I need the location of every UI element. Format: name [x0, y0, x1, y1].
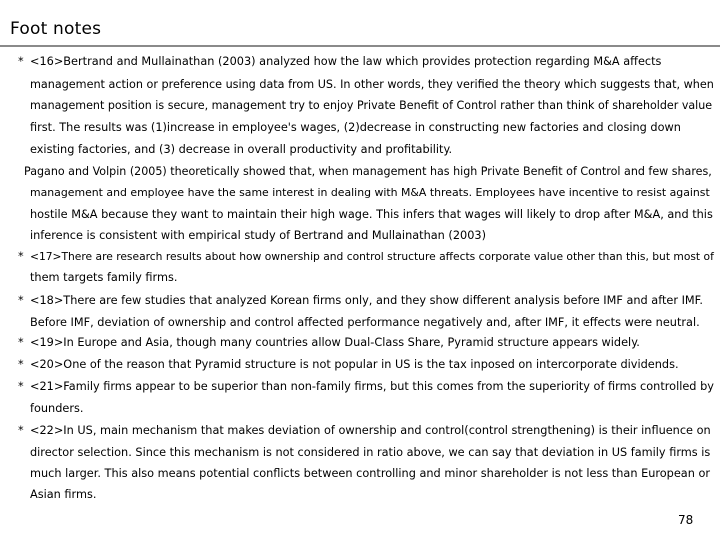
footnote-text: inference is consistent with empirical study of Bertrand and Mullainathan (2003) [30, 229, 486, 242]
footnote-text: <16>Bertrand and Mullainathan (2003) analyzed how the law which provides protection regarding M&A affects [30, 55, 662, 68]
footnote-text: first. The results was (1)increase in employee's wages, (2)decrease in constructing new factories and closing down [30, 121, 681, 134]
footnote-text: much larger. This also means potential conflicts between controlling and minor shareholder is not less than European or [30, 467, 711, 480]
bullet-marker: * [18, 55, 24, 68]
footnote-text: hostile M&A because they want to maintain their high wage. This infers that wages will likely to drop after M&A, and this [30, 208, 713, 221]
bullet-marker: * [18, 294, 24, 307]
footnote-text: them targets family firms. [30, 271, 178, 284]
footnote-text: Pagano and Volpin (2005) theoretically showed that, when management has high Private Benefit of Control and few shares, [24, 165, 712, 178]
bullet-marker: * [18, 358, 24, 371]
footnote-text: <20>One of the reason that Pyramid structure is not popular in US is the tax inposed on intercorporate dividends. [30, 358, 679, 371]
footnote-text: Before IMF, deviation of ownership and control affected performance negatively and, after IMF, it effects were neutral. [30, 316, 700, 329]
footnote-text: Asian firms. [30, 488, 97, 501]
footnote-text: <21>Family firms appear to be superior than non-family firms, but this comes from the superiority of firms controlled by [30, 380, 714, 393]
page-number: 78 [678, 513, 694, 527]
footnote-text: <18>There are few studies that analyzed Korean firms only, and they show different analysis before IMF and after IMF. [30, 294, 703, 307]
bullet-marker: * [18, 250, 24, 263]
footnote-text: management action or preference using data from US. In other words, they verified the theory which suggests that, when [30, 78, 714, 91]
footnote-text: management and employee have the same interest in dealing with M&A threats. Employees have incentive to resist against [30, 186, 710, 199]
page-title: Foot notes [10, 19, 102, 39]
footnote-text: <17>There are research results about how ownership and control structure affects corporate value other than this, but most of [30, 250, 714, 263]
footnote-text: management position is secure, management try to enjoy Private Benefit of Control rather than think of shareholder value [30, 99, 713, 112]
title-divider [0, 45, 720, 47]
footnote-text: director selection. Since this mechanism is not considered in ratio above, we can say that deviation in US family firms is [30, 446, 711, 459]
footnote-text: <19>In Europe and Asia, though many countries allow Dual-Class Share, Pyramid structure appears widely. [30, 336, 640, 349]
footnote-text: founders. [30, 402, 84, 415]
footnote-text: <22>In US, main mechanism that makes deviation of ownership and control(control strengthening) is their influence on [30, 424, 711, 437]
bullet-marker: * [18, 336, 24, 349]
bullet-marker: * [18, 380, 24, 393]
bullet-marker: * [18, 424, 24, 437]
footnote-text: existing factories, and (3) decrease in overall productivity and profitability. [30, 143, 453, 156]
